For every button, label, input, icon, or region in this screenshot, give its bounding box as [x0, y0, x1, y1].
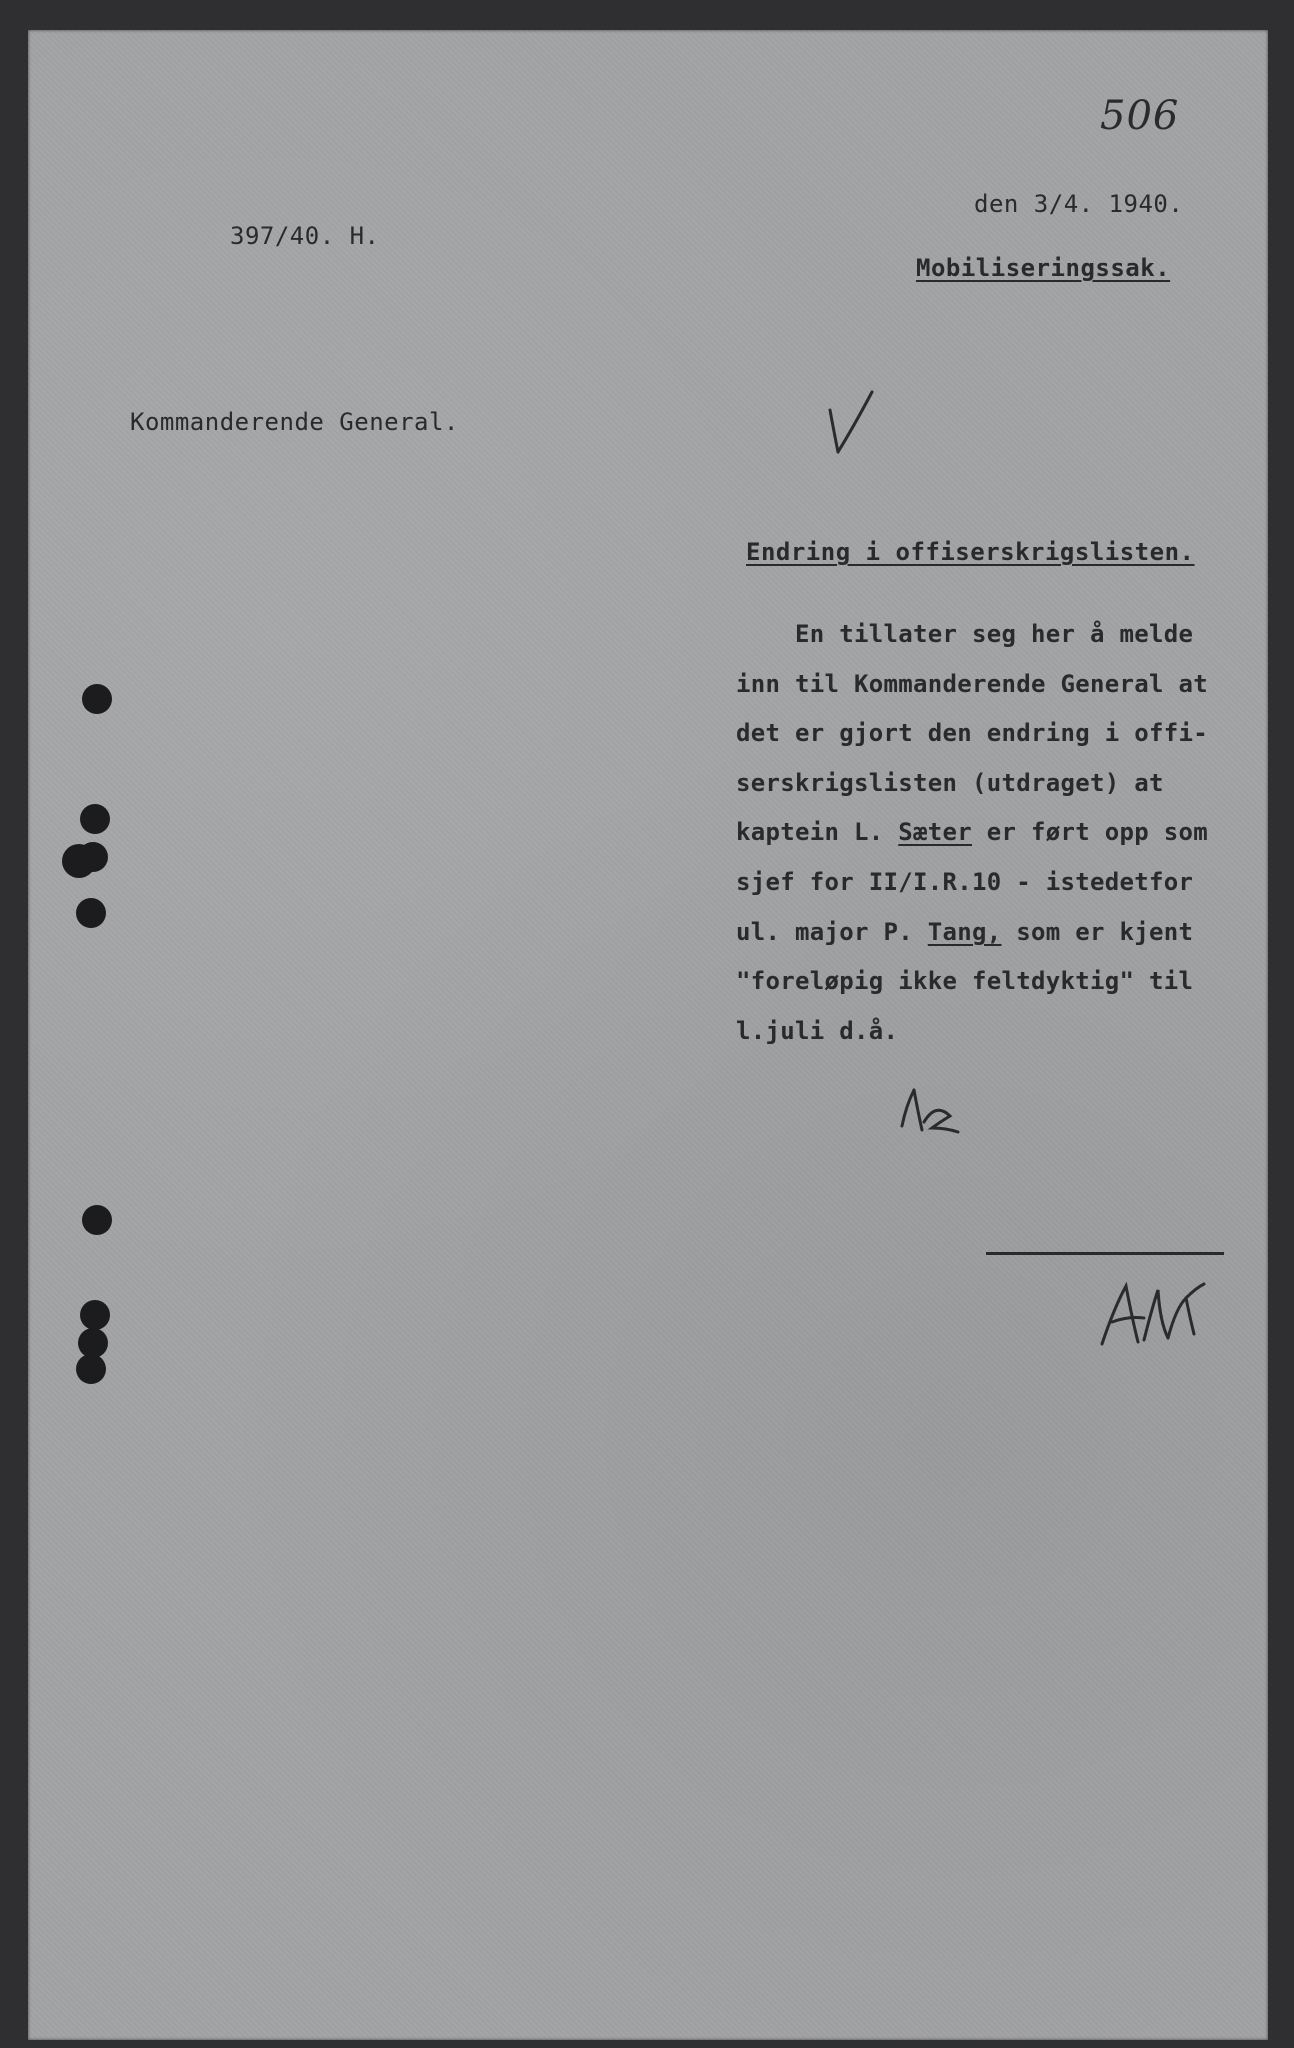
body-line-8: "foreløpig ikke feltdyktig" til [736, 967, 1194, 995]
classification-label: Mobiliseringssak. [916, 254, 1171, 282]
recipient: Kommanderende General. [130, 408, 459, 436]
body-line-7 [736, 920, 1193, 944]
reference-number: 397/40. H. [230, 222, 380, 250]
body-line-7-start: ul. major P. [736, 918, 928, 946]
binder-hole-2 [80, 804, 110, 834]
binder-hole-9 [76, 1354, 106, 1384]
binder-hole-7 [80, 1300, 110, 1330]
name-tang: Tang, [927, 918, 1002, 946]
body-line-9: l.juli d.å. [736, 1017, 899, 1045]
body-line-5-start: kaptein L. [736, 818, 899, 846]
body-line-1: En tillater seg her å melde [736, 620, 1194, 648]
document-sheet [28, 30, 1268, 2040]
document-date: den 3/4. 1940. [974, 190, 1184, 218]
binder-hole-4 [78, 842, 108, 872]
body-line-7-end: som er kjent [1001, 918, 1194, 946]
binder-hole-6 [82, 1205, 112, 1235]
body-line-5 [736, 820, 1208, 844]
subject-line: Endring i offiserskrigslisten. [746, 538, 1195, 566]
handwritten-initials-icon [896, 1082, 966, 1140]
body-line-5-end: er ført opp som [972, 818, 1208, 846]
name-saeter: Sæter [898, 818, 972, 846]
tick-mark-icon [824, 386, 880, 460]
signature-line [986, 1252, 1224, 1255]
handwritten-signature-icon [1098, 1278, 1208, 1352]
page-number: 506 [1100, 93, 1180, 139]
body-line-3: det er gjort den endring i offi- [736, 719, 1208, 747]
body-line-4: serskrigslisten (utdraget) at [736, 769, 1164, 797]
binder-hole-5 [76, 898, 106, 928]
body-line-2: inn til Kommanderende General at [736, 670, 1208, 698]
binder-hole-1 [82, 684, 112, 714]
body-line-6: sjef for II/I.R.10 - istedetfor [736, 868, 1194, 896]
